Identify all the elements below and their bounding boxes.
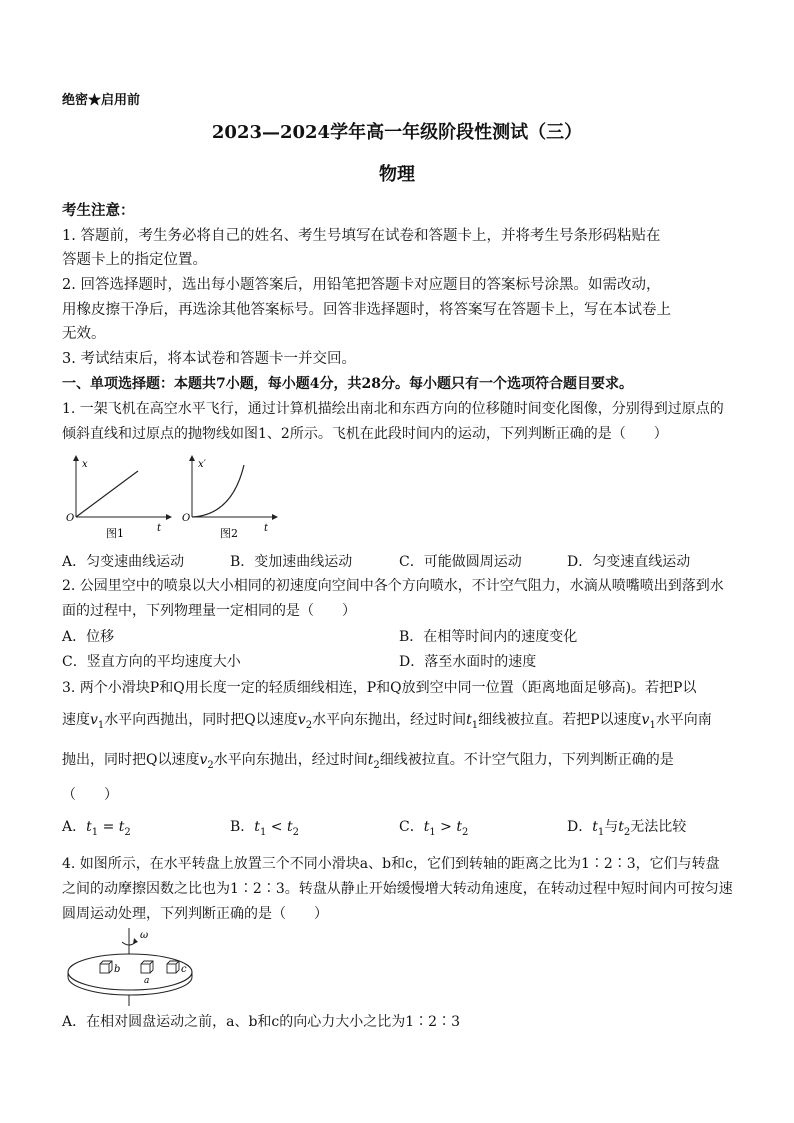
figure-2-parabola-graph	[178, 455, 288, 545]
question-1-text: 倾斜直线和过原点的抛物线如图1、2所示。飞机在此段时间内的运动，下列判断正确的是（ ）	[62, 426, 668, 442]
label-c: c	[181, 964, 187, 975]
q1-option-a: A．匀变速曲线运动	[62, 554, 185, 570]
question-4-text: 之间的动摩擦因数之比也为1∶2∶3。转盘从静止开始缓慢增大转动角速度，在转动过程中短时间内可按匀速	[62, 881, 733, 897]
notice-line: 1. 答题前，考生务必将自己的姓名、考生号填写在试卷和答题卡上，并将考生号条形码粘贴在	[62, 228, 661, 244]
fig1-xlabel: t	[157, 523, 162, 534]
fig2-origin: O	[182, 513, 191, 524]
notice-heading: 考生注意：	[62, 202, 135, 219]
question-1-text: 1. 一架飞机在高空水平飞行，通过计算机描绘出南北和东西方向的位移随时间变化图像，分别得到过原点的	[62, 401, 724, 417]
fig2-caption: 图2	[220, 527, 238, 540]
figure-1-linear-graph	[62, 455, 172, 545]
label-a: a	[144, 976, 150, 986]
fig2-xlabel: t	[264, 523, 269, 534]
q3-option-d: D．$t_1$与$t_2$无法比较	[567, 819, 687, 838]
fig1-ylabel: x	[82, 459, 88, 470]
q2-option-a: A．位移	[62, 629, 115, 645]
section-heading: 一、单项选择题：本题共7小题，每小题4分，共28分。每小题只有一个选项符合题目要求。	[62, 376, 633, 392]
question-2-text: 面的过程中，下列物理量一定相同的是（ ）	[62, 603, 356, 619]
q4-option-a: A．在相对圆盘运动之前，a、b和c的向心力大小之比为1∶2∶3	[62, 1014, 460, 1030]
q3-option-a: A．$t_1 = t_2$	[62, 819, 131, 838]
fig1-caption: 图1	[106, 527, 124, 540]
confidential-mark: 绝密★启用前	[62, 93, 141, 108]
fig2-ylabel: x′	[198, 459, 206, 470]
q3-option-b: B．$t_1 < t_2$	[230, 819, 299, 838]
question-3-blank: （ ）	[62, 787, 118, 803]
q2-option-d: D．落至水面时的速度	[399, 654, 537, 670]
question-4-text: 4. 如图所示，在水平转盘上放置三个不同小滑块a、b和c，它们到转轴的距离之比为1∶2∶3，它们与转盘	[62, 856, 720, 872]
q1-option-d: D．匀变速直线运动	[567, 554, 691, 570]
question-3-text: 速度$v_1$水平向西抛出，同时把Q以速度$v_2$水平向东抛出，经过时间$t_1$细线被拉直。若把P以速度$v_1$水平向南	[62, 712, 712, 731]
fig1-origin: O	[66, 513, 75, 524]
question-4-text: 圆周运动处理，下列判断正确的是（ ）	[62, 906, 328, 922]
notice-line: 答题卡上的指定位置。	[62, 252, 207, 268]
q2-option-c: C．竖直方向的平均速度大小	[62, 654, 241, 670]
notice-line: 3. 考试结束后，将本试卷和答题卡一并交回。	[62, 351, 356, 367]
q2-option-b: B．在相等时间内的速度变化	[399, 629, 578, 645]
question-3-text: 3. 两个小滑块P和Q用长度一定的轻质细线相连，P和Q放到空中同一位置（距离地面足够高)。若把P以	[62, 680, 697, 696]
q1-option-c: C．可能做圆周运动	[399, 554, 522, 570]
subject-title: 物理	[379, 164, 415, 185]
q1-option-b: B．变加速曲线运动	[230, 554, 353, 570]
notice-line: 无效。	[62, 326, 106, 342]
question-2-text: 2. 公园里空中的喷泉以大小相同的初速度向空间中各个方向喷水，不计空气阻力，水滴从喷嘴喷出到落到水	[62, 578, 724, 594]
question-3-text: 抛出，同时把Q以速度$v_2$水平向东抛出，经过时间$t_2$细线被拉直。不计空气阻力，下列判断正确的是	[62, 752, 674, 771]
exam-title: 2023—2024学年高一年级阶段性测试（三）	[211, 122, 583, 143]
notice-line: 2. 回答选择题时，选出每小题答案后，用铅笔把答题卡对应题目的答案标号涂黑。如需改动，	[62, 277, 661, 293]
notice-line: 用橡皮擦干净后，再选涂其他答案标号。回答非选择题时，将答案写在答题卡上，写在本试卷上	[62, 302, 671, 318]
omega-label: ω	[140, 930, 149, 941]
label-b: b	[114, 964, 121, 975]
q3-option-c: C．$t_1 > t_2$	[399, 819, 469, 838]
turntable-figure	[62, 922, 212, 1007]
